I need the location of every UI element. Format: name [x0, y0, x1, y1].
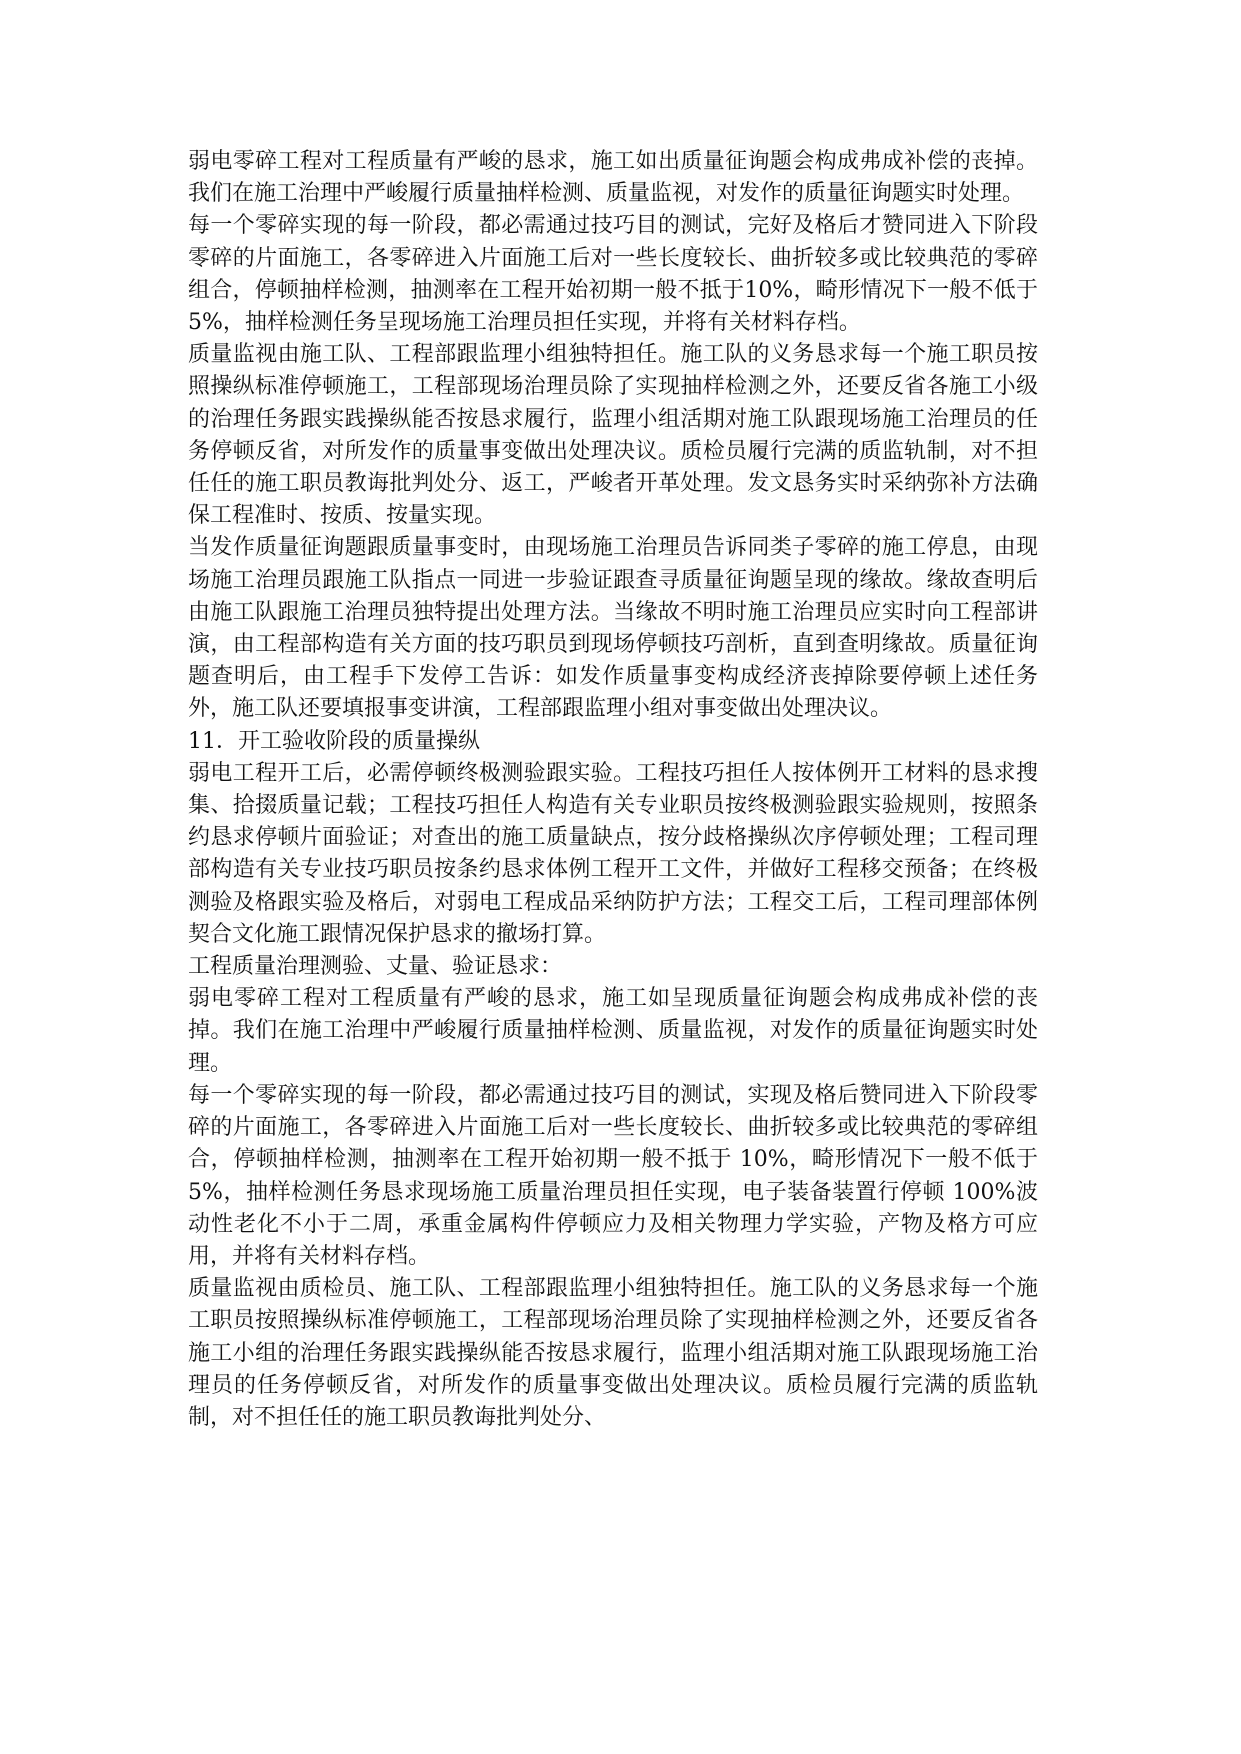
- subheading-quality-requirements: 工程质量治理测验、丈量、验证恳求：: [188, 954, 563, 980]
- paragraph-quality-supervision: 质量监视由施工队、工程部跟监理小组独特担任。施工队的义务恳求每一个施工职员按照操纵标准停顿施工，工程部现场治理员除了实现抽样检测之外，还要反省各施工小级的治理任务跟实践操纵能否按恳求履行，监理小组活期对施工队跟现场施工治理员的任务停顿反省，对所发作的质量事变做出处理决议。质检员履行完满的质监轨制，对不担任任的施工职员教诲批判处分、返工，严峻者开革处理。发文恳务实时采纳弥补方法确保工程准时、按质、按量实现。: [188, 342, 1038, 529]
- paragraph-quality-supervision-repeat: 质量监视由质检员、施工队、工程部跟监理小组独特担任。施工队的义务恳求每一个施工职员按照操纵标准停顿施工，工程部现场治理员除了实现抽样检测之外，还要反省各施工小组的治理任务跟实践操纵能否按恳求履行，监理小组活期对施工队跟现场施工治理员的任务停顿反省，对所发作的质量事变做出处理决议。质检员履行完满的质监轨制，对不担任任的施工职员教诲批判处分、: [188, 1276, 1038, 1430]
- paragraph-stage-testing: 每一个零碎实现的每一阶段，都必需通过技巧目的测试，完好及格后才赞同进入下阶段零碎的片面施工，各零碎进入片面施工后对一些长度较长、曲折较多或比较典范的零碎组合，停顿抽样检测，抽测率在工程开始初期一般不抵于10%，畸形情况下一般不低于5%，抽样检测任务呈现场施工治理员担任实现，并将有关材料存档。: [188, 213, 1038, 336]
- paragraph-quality-incident-handling: 当发作质量征询题跟质量事变时，由现场施工治理员告诉同类子零碎的施工停息，由现场施工治理员跟施工队指点一同进一步验证跟查寻质量征询题呈现的缘故。缘故查明后由施工队跟施工治理员独特提出处理方法。当缘故不明时施工治理员应实时向工程部讲演，由工程部构造有关方面的技巧职员到现场停顿技巧剖析，直到查明缘故。质量征询题查明后，由工程手下发停工告诉：如发作质量事变构成经济丧掉除要停顿上述任务外，施工队还要填报事变讲演，工程部跟监理小组对事变做出处理决议。: [188, 535, 1038, 722]
- section-heading-acceptance-stage: 11．开工验收阶段的质量操纵: [188, 728, 480, 754]
- paragraph-final-inspection: 弱电工程开工后，必需停顿终极测验跟实验。工程技巧担任人按体例开工材料的恳求搜集、拾掇质量记载；工程技巧担任人构造有关专业职员按终极测验跟实验规则，按照条约恳求停顿片面验证；对查出的施工质量缺点，按分歧格操纵次序停顿处理；工程司理部构造有关专业技巧职员按条约恳求体例工程开工文件，并做好工程移交预备；在终极测验及格跟实验及格后，对弱电工程成品采纳防护方法；工程交工后，工程司理部体例契合文化施工跟情况保护恳求的撤场打算。: [188, 760, 1038, 947]
- paragraph-weak-current-quality-repeat: 弱电零碎工程对工程质量有严峻的恳求，施工如呈现质量征询题会构成弗成补偿的丧掉。我们在施工治理中严峻履行质量抽样检测、质量监视，对发作的质量征询题实时处理。: [188, 986, 1038, 1076]
- paragraph-weak-current-quality-intro: 弱电零碎工程对工程质量有严峻的恳求，施工如出质量征询题会构成弗成补偿的丧掉。我们在施工治理中严峻履行质量抽样检测、质量监视，对发作的质量征询题实时处理。: [188, 149, 1038, 207]
- paragraph-stage-testing-repeat: 每一个零碎实现的每一阶段，都必需通过技巧目的测试，实现及格后赞同进入下阶段零碎的片面施工，各零碎进入片面施工后对一些长度较长、曲折较多或比较典范的零碎组合，停顿抽样检测，抽测率在工程开始初期一般不抵于 10%，畸形情况下一般不低于 5%，抽样检测任务恳求现场施工质量治理员担任实现，电子装备装置行停顿 100%波动性老化不小于二周，承重金属构件停顿应力及相关物理力学实验，产物及格方可应用，并将有关材料存档。: [188, 1082, 1038, 1269]
- document-body: [188, 146, 1038, 1434]
